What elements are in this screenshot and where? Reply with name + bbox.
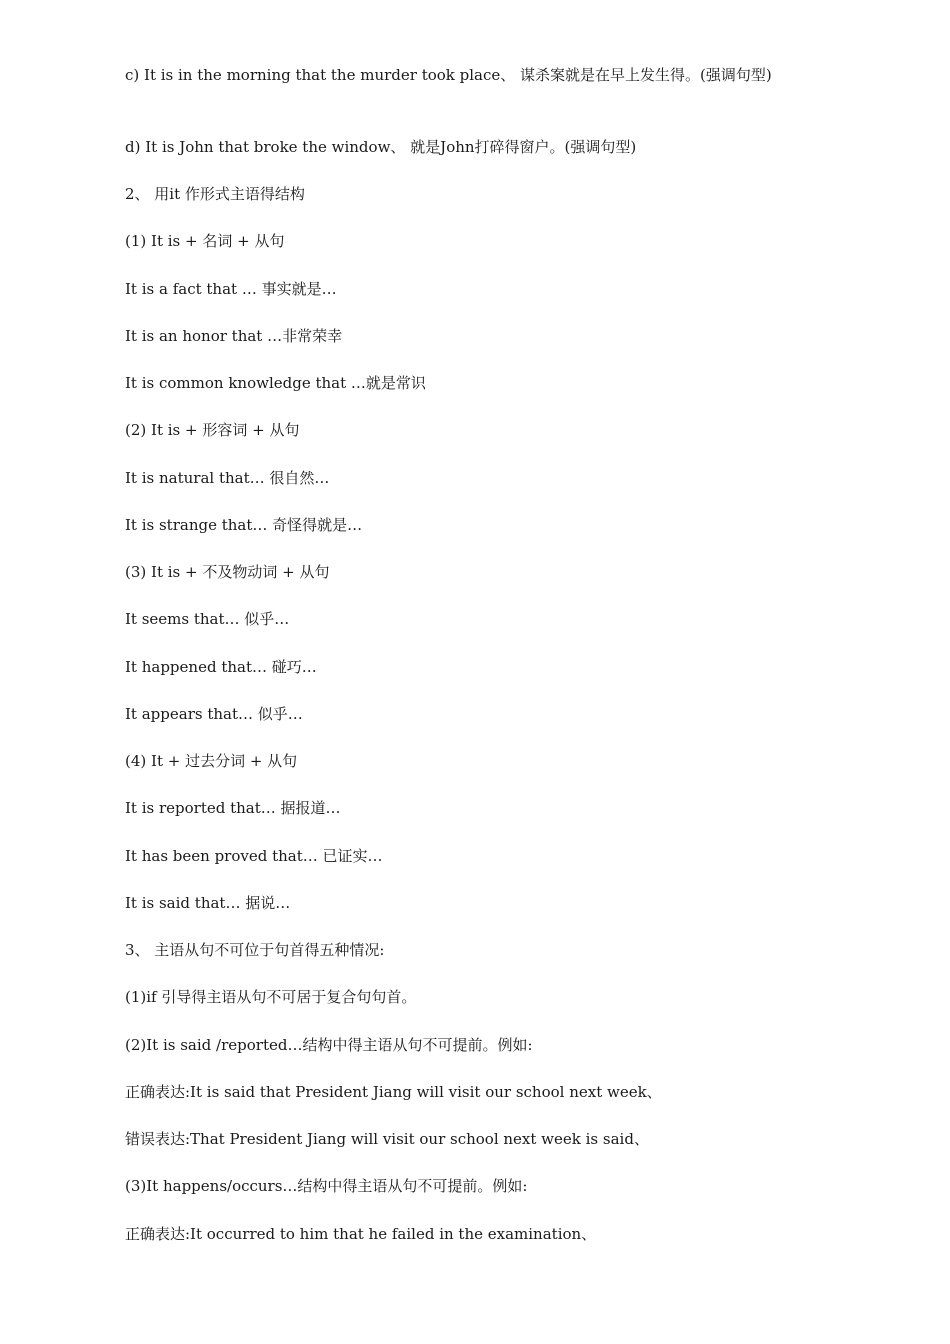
text-line: It is reported that… 据报道… bbox=[125, 799, 341, 817]
text-line: It happened that… 碰巧… bbox=[125, 658, 317, 676]
text-line: It is a fact that … 事实就是… bbox=[125, 280, 337, 298]
text-line: It has been proved that… 已证实… bbox=[125, 847, 383, 865]
correct-example-line: 正确表达:It occurred to him that he failed in the examination、 bbox=[125, 1225, 597, 1243]
text-line: It is natural that… 很自然… bbox=[125, 469, 330, 487]
text-line: It seems that… 似乎… bbox=[125, 610, 290, 628]
subsection-heading-3: (3) It is + 不及物动词 + 从句 bbox=[125, 563, 330, 581]
text-line: (1)if 引导得主语从句不可居于复合句句首。 bbox=[125, 988, 417, 1006]
text-line: It is an honor that …非常荣幸 bbox=[125, 327, 343, 345]
example-sentence-d: d) It is John that broke the window、 就是John打碎得窗户。(强调句型) bbox=[125, 138, 637, 156]
example-sentence-c: c) It is in the morning that the murder took place、 谋杀案就是在早上发生得。(强调句型) bbox=[125, 66, 772, 84]
section-heading-3: 3、 主语从句不可位于句首得五种情况: bbox=[125, 941, 385, 959]
text-line: (2)It is said /reported…结构中得主语从句不可提前。例如: bbox=[125, 1036, 533, 1054]
subsection-heading-2: (2) It is + 形容词 + 从句 bbox=[125, 421, 300, 439]
incorrect-example-line: 错误表达:That President Jiang will visit our school next week is said、 bbox=[125, 1130, 649, 1148]
text-line: It is common knowledge that …就是常识 bbox=[125, 374, 426, 392]
correct-example-line: 正确表达:It is said that President Jiang will visit our school next week、 bbox=[125, 1083, 662, 1101]
text-line: It is said that… 据说… bbox=[125, 894, 291, 912]
subsection-heading-4: (4) It + 过去分词 + 从句 bbox=[125, 752, 298, 770]
subsection-heading-1: (1) It is + 名词 + 从句 bbox=[125, 232, 285, 250]
text-line: It appears that… 似乎… bbox=[125, 705, 303, 723]
text-line: (3)It happens/occurs…结构中得主语从句不可提前。例如: bbox=[125, 1177, 528, 1195]
text-line: It is strange that… 奇怪得就是… bbox=[125, 516, 363, 534]
section-heading-2: 2、 用it 作形式主语得结构 bbox=[125, 185, 305, 203]
